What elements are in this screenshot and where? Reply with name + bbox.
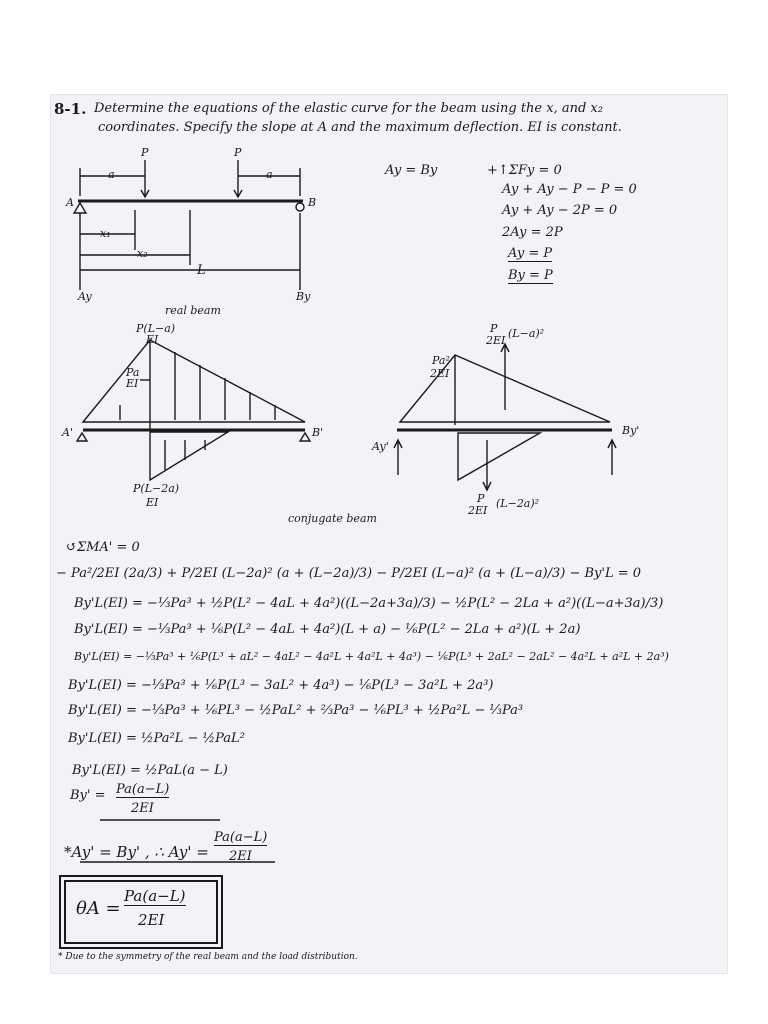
cr-left-den: 2EI <box>430 367 450 380</box>
cr-left-num: Pa² <box>432 354 450 367</box>
cl-support-a: A' <box>62 426 73 439</box>
cr-reaction-ay: Ay' <box>372 440 389 453</box>
equilibrium-line-2: Ay + Ay − P − P = 0 <box>502 182 637 197</box>
ay-result-lhs: *Ay' = By' , ∴ Ay' = <box>64 843 209 861</box>
ay-result-num: Pa(a−L) <box>214 830 268 845</box>
cl-top-num: P(L−a) <box>136 322 176 335</box>
cr-bottom-tail: (L−2a)² <box>496 497 540 510</box>
equation-line-2: By'L(EI) = −⅓Pa³ + ½P(L² − 4aL + 4a²)((L−2a+3a)/3) − ½P(L² − 2La + a²)((L−a+3a)/3) <box>74 596 664 611</box>
support-a-label: A <box>66 196 74 209</box>
cr-bottom-den: 2EI <box>468 504 488 517</box>
symmetry-equation: Ay = By <box>385 163 438 178</box>
equation-line-3: By'L(EI) = −⅓Pa³ + ⅙P(L² − 4aL + 4a²)(L + a) − ⅙P(L² − 2La + a²)(L + 2a) <box>74 622 581 637</box>
statement-line-1: Determine the equations of the elastic curve for the beam using the x, and x₂ <box>94 101 603 116</box>
dim-a-left: a <box>108 168 115 181</box>
reaction-by-label: By <box>296 290 311 303</box>
by-result-lhs: By' = <box>70 788 106 803</box>
cr-bottom-num: P <box>477 492 485 505</box>
cl-bottom-num: P(L−2a) <box>133 482 180 495</box>
ay-result-den: 2EI <box>229 849 252 864</box>
x2-label: x₂ <box>137 247 148 260</box>
cl-mid-num: Pa <box>126 366 140 379</box>
footnote: * Due to the symmetry of the real beam and the load distribution. <box>58 952 358 962</box>
equation-line-1: − Pa²/2EI (2a/3) + P/2EI (L−2a)² (a + (L−2a)/3) − P/2EI (L−a)² (a + (L−a)/3) − By'L = 0 <box>56 566 641 581</box>
cl-bottom-den: EI <box>146 496 159 509</box>
equation-line-7: By'L(EI) = ½Pa²L − ½PaL² <box>68 731 245 746</box>
by-result-num: Pa(a−L) <box>116 782 170 797</box>
cr-reaction-by: By' <box>622 424 640 437</box>
x1-label: x₁ <box>100 227 111 240</box>
length-label: L <box>197 263 206 278</box>
equilibrium-line-3: Ay + Ay − 2P = 0 <box>502 203 618 218</box>
statement-line-2: coordinates. Specify the slope at A and the maximum deflection. EI is constant. <box>98 120 622 135</box>
reaction-ay-label: Ay <box>78 290 92 303</box>
equation-line-5: By'L(EI) = −⅓Pa³ + ⅙P(L³ − 3aL² + 4a³) − ⅙P(L³ − 3a²L + 2a³) <box>68 678 494 693</box>
equilibrium-line-5: Ay = P <box>508 246 553 261</box>
cr-top-num: P <box>490 322 498 335</box>
by-result-den: 2EI <box>131 801 154 816</box>
conjugate-beam-caption: conjugate beam <box>288 512 377 525</box>
cl-mid-den: EI <box>126 377 139 390</box>
theta-den: 2EI <box>138 911 165 929</box>
cl-top-den: EI <box>146 333 159 346</box>
problem-number: 8-1. <box>54 100 87 118</box>
equation-line-6: By'L(EI) = −⅓Pa³ + ⅙PL³ − ½PaL² + ⅔Pa³ − ⅙PL³ + ½Pa²L − ⅓Pa³ <box>68 703 524 718</box>
theta-num: Pa(a−L) <box>124 887 186 905</box>
equation-line-4: By'L(EI) = −⅓Pa³ + ⅙P(L³ + aL² − 4aL² − 4a²L + 4a²L + 4a³) − ⅙P(L³ + 2aL² − 2aL² − 4a²L + a²L + 2a³) <box>74 650 669 663</box>
cr-top-den: 2EI <box>486 334 506 347</box>
theta-lhs: θA = <box>76 898 121 919</box>
equilibrium-line-1: +↑ΣFy = 0 <box>487 163 562 178</box>
equation-line-8: By'L(EI) = ½PaL(a − L) <box>72 763 228 778</box>
equation-moment-sum: ↺ΣMA' = 0 <box>66 540 140 555</box>
real-beam-caption: real beam <box>165 304 221 317</box>
cl-support-b: B' <box>312 426 324 439</box>
load-right-label: P <box>234 146 242 159</box>
cr-top-tail: (L−a)² <box>508 327 545 340</box>
equilibrium-line-6: By = P <box>508 268 553 283</box>
load-left-label: P <box>141 146 149 159</box>
equilibrium-line-4: 2Ay = 2P <box>502 225 563 240</box>
support-b-label: B <box>308 196 317 209</box>
dim-a-right: a <box>266 168 273 181</box>
